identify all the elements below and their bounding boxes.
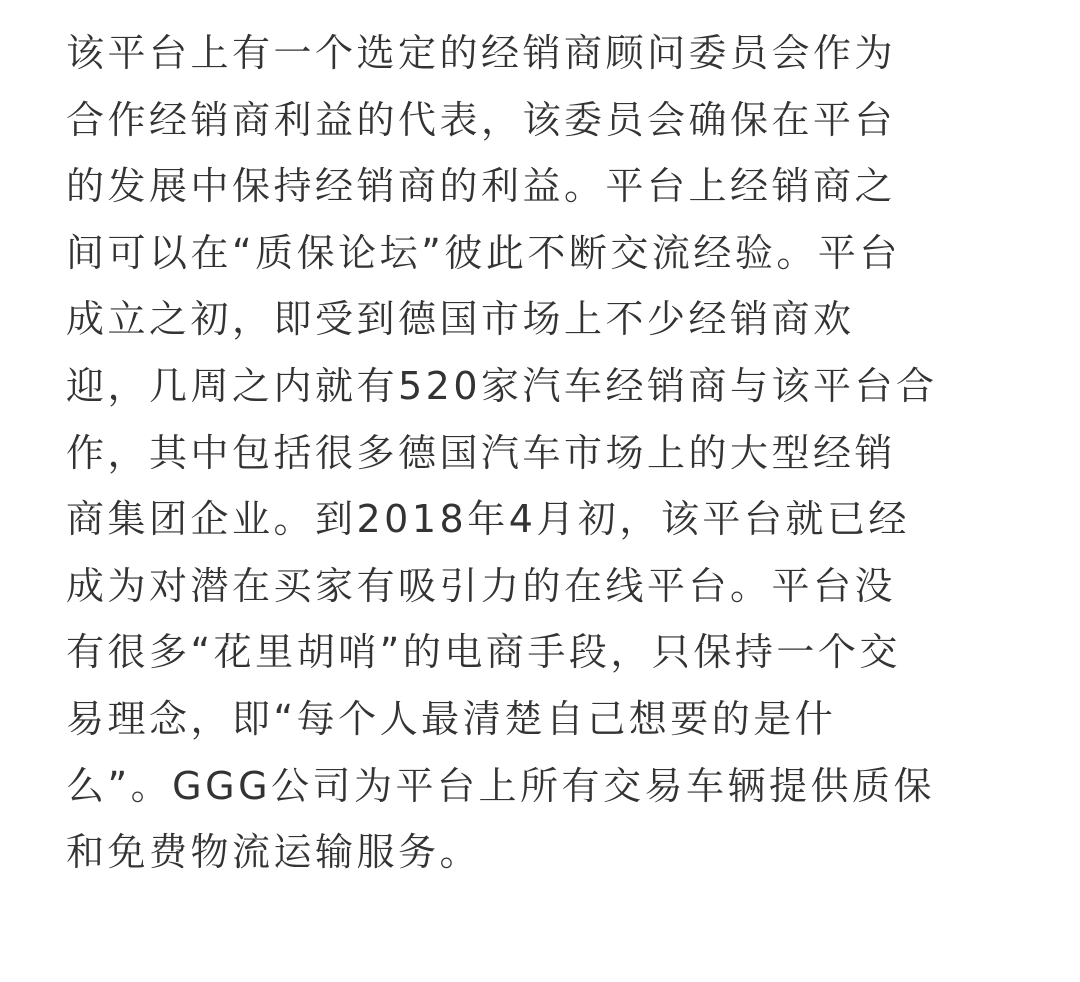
text-line: 的发展中保持经销商的利益。平台上经销商之 — [66, 164, 897, 209]
text-line: 间可以在“质保论坛”彼此不断交流经验。平台 — [66, 230, 901, 275]
text-line: 易理念，即“每个人最清楚自己想要的是什 — [66, 696, 837, 741]
text-line: 作，其中包括很多德国汽车市场上的大型经销 — [66, 430, 897, 475]
text-line: 合作经销商利益的代表，该委员会确保在平台 — [66, 97, 897, 142]
text-line: 商集团企业。到2018年4月初，该平台就已经 — [66, 497, 910, 542]
text-line: 有很多“花里胡哨”的电商手段，只保持一个交 — [66, 630, 901, 675]
text-line: 和免费物流运输服务。 — [66, 830, 482, 875]
text-line: 么”。GGG公司为平台上所有交易车辆提供质保 — [66, 763, 936, 808]
text-line: 该平台上有一个选定的经销商顾问委员会作为 — [66, 31, 897, 75]
text-line: 迎，几周之内就有520家汽车经销商与该平台合 — [66, 363, 938, 408]
text-line: 成立之初，即受到德国市场上不少经销商欢 — [66, 297, 855, 342]
text-line: 成为对潜在买家有吸引力的在线平台。平台没 — [66, 563, 897, 608]
article-body — [66, 20, 1026, 886]
